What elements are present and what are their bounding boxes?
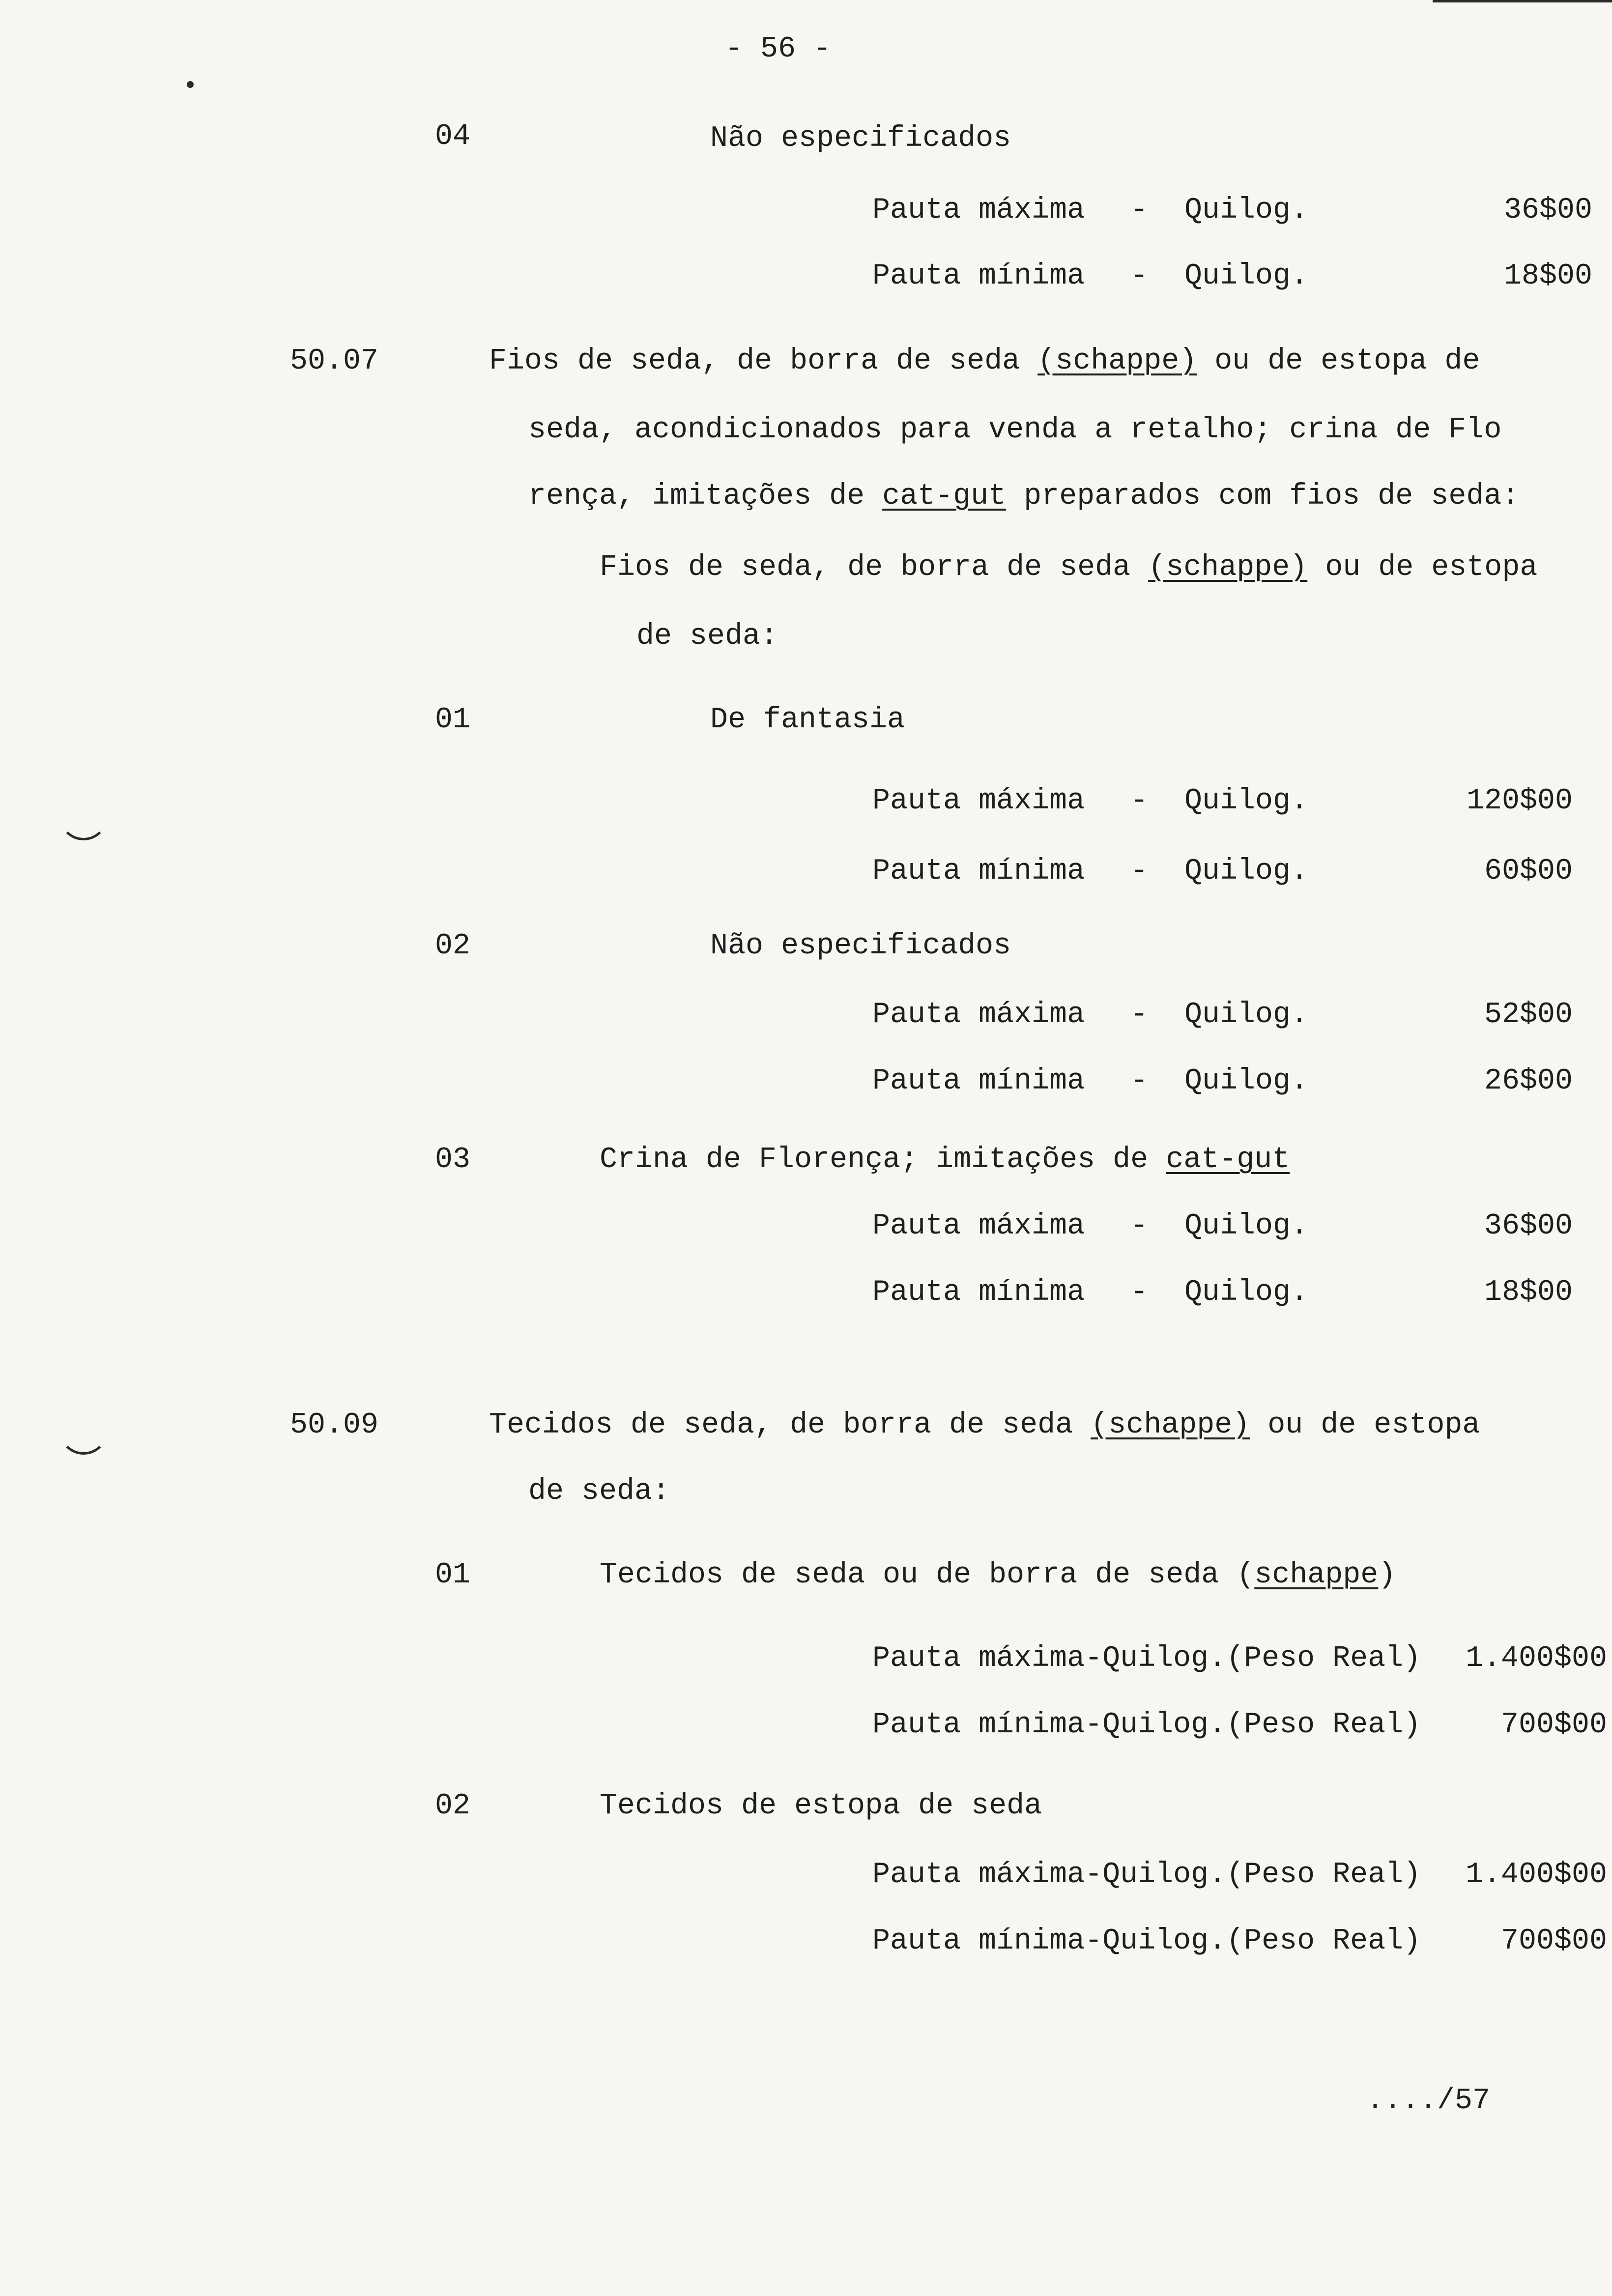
rate-dash: - (1130, 259, 1149, 293)
unit-label: Quilog. (1184, 784, 1309, 818)
punch-hole-upper (59, 791, 108, 840)
heading-line-3: rença, imitações de cat-gut preparados com fios de seda: (528, 480, 1520, 513)
unit-label: Quilog. (1184, 998, 1309, 1032)
item-code: 02 (435, 1789, 471, 1823)
item-code: 04 (435, 120, 471, 153)
max-rate-value: 52$00 (1484, 998, 1573, 1032)
max-rate-value: 120$00 (1466, 784, 1573, 818)
scan-speck (187, 81, 194, 88)
min-rate-value: 18$00 (1503, 259, 1592, 293)
unit-label: Quilog. (1184, 1064, 1309, 1098)
item-description: Crina de Florença; imitações de cat-gut (600, 1143, 1290, 1177)
max-rate-value: 1.400$00 (1465, 1858, 1607, 1892)
heading-line-2: de seda: (528, 1475, 670, 1508)
min-rate-label: Pauta mínima (872, 1276, 1085, 1309)
rate-dash: - (1130, 1064, 1149, 1098)
min-rate-label: Pauta mínima-Quilog.(Peso Real) (872, 1924, 1421, 1958)
min-rate-value: 60$00 (1484, 855, 1573, 888)
item-code: 02 (435, 929, 471, 963)
max-rate-label: Pauta máxima (872, 1209, 1085, 1243)
max-rate-label: Pauta máxima-Quilog.(Peso Real) (872, 1858, 1421, 1892)
min-rate-value: 700$00 (1500, 1708, 1607, 1742)
rate-dash: - (1130, 784, 1149, 818)
heading-line-2: seda, acondicionados para venda a retalho; crina de Flo (528, 413, 1502, 447)
item-description: De fantasia (710, 703, 905, 737)
rate-dash: - (1130, 855, 1149, 888)
rate-dash: - (1130, 1209, 1149, 1243)
max-rate-label: Pauta máxima (872, 998, 1085, 1032)
rate-dash: - (1130, 1276, 1149, 1309)
min-rate-value: 26$00 (1484, 1064, 1573, 1098)
min-rate-value: 700$00 (1500, 1924, 1607, 1958)
heading-line-1: Fios de seda, de borra de seda (schappe) ou de estopa de (489, 344, 1480, 378)
item-code: 01 (435, 1558, 471, 1592)
punch-hole-lower (59, 1406, 108, 1455)
min-rate-label: Pauta mínima-Quilog.(Peso Real) (872, 1708, 1421, 1742)
page-number: - 56 - (725, 32, 832, 66)
subheading-line-1: Fios de seda, de borra de seda (schappe) ou de estopa (600, 551, 1538, 584)
item-description: Não especificados (710, 122, 1011, 155)
max-rate-label: Pauta máxima (872, 194, 1085, 227)
rate-dash: - (1130, 194, 1149, 227)
unit-label: Quilog. (1184, 194, 1309, 227)
min-rate-label: Pauta mínima (872, 259, 1085, 293)
max-rate-label: Pauta máxima (872, 784, 1085, 818)
heading-code: 50.07 (290, 344, 379, 378)
unit-label: Quilog. (1184, 855, 1309, 888)
rate-dash: - (1130, 998, 1149, 1032)
item-code: 01 (435, 703, 471, 737)
min-rate-label: Pauta mínima (872, 855, 1085, 888)
heading-code: 50.09 (290, 1408, 379, 1442)
top-rule (1433, 0, 1612, 2)
heading-line-1: Tecidos de seda, de borra de seda (schappe) ou de estopa (489, 1408, 1480, 1442)
item-code: 03 (435, 1143, 471, 1177)
unit-label: Quilog. (1184, 259, 1309, 293)
continuation-marker: ..../57 (1366, 2084, 1491, 2118)
subheading-line-2: de seda: (636, 620, 778, 653)
item-description: Tecidos de seda ou de borra de seda (schappe) (600, 1558, 1396, 1592)
min-rate-label: Pauta mínima (872, 1064, 1085, 1098)
unit-label: Quilog. (1184, 1209, 1309, 1243)
item-description: Tecidos de estopa de seda (600, 1789, 1042, 1823)
min-rate-value: 18$00 (1484, 1276, 1573, 1309)
unit-label: Quilog. (1184, 1276, 1309, 1309)
item-description: Não especificados (710, 929, 1011, 963)
max-rate-value: 36$00 (1484, 1209, 1573, 1243)
max-rate-label: Pauta máxima-Quilog.(Peso Real) (872, 1642, 1421, 1675)
max-rate-value: 1.400$00 (1465, 1642, 1607, 1675)
max-rate-value: 36$00 (1503, 194, 1592, 227)
